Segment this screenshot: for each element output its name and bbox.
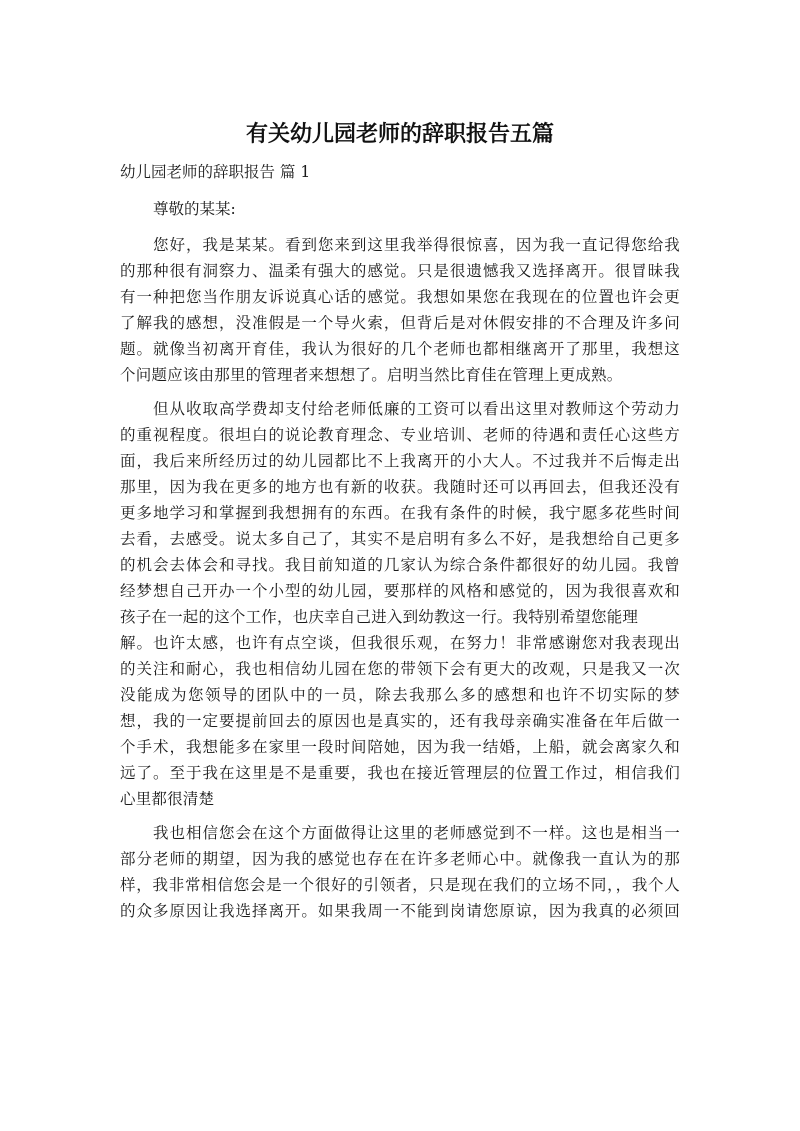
body-line: 个问题应该由那里的管理者来想想了。启明当然比育佳在管理上更成熟。 xyxy=(120,366,623,384)
section-subtitle: 幼儿园老师的辞职报告 篇 1 xyxy=(120,163,311,181)
body-line: 的机会去体会和寻找。我目前知道的几家认为综合条件都很好的幼儿园。我曾 xyxy=(120,556,680,574)
body-line: 孩子在一起的这个工作，也庆幸自己进入到幼教这一行。我特别希望您能理 xyxy=(120,608,639,626)
body-line: 您好，我是某某。看到您来到这里我举得很惊喜，因为我一直记得您给我 xyxy=(153,236,680,254)
document-title: 有关幼儿园老师的辞职报告五篇 xyxy=(245,122,554,147)
salutation: 尊敬的某某: xyxy=(153,200,236,218)
body-line: 那里，因为我在更多的地方也有新的收获。我随时还可以再回去，但我还没有 xyxy=(120,478,680,496)
body-line: 我也相信您会在这个方面做得让这里的老师感觉到不一样。这也是相当一 xyxy=(153,824,680,842)
body-line: 了解我的感想，没准假是一个导火索，但背后是对休假安排的不合理及许多问 xyxy=(120,314,680,332)
body-line: 部分老师的期望，因为我的感觉也存在在许多老师心中。就像我一直认为的那 xyxy=(120,850,680,868)
body-line: 的重视程度。很坦白的说论教育理念、专业培训、老师的待遇和责任心这些方 xyxy=(120,426,680,444)
body-line: 经梦想自己开办一个小型的幼儿园，要那样的风格和感觉的，因为我很喜欢和 xyxy=(120,582,680,600)
body-line: 的那种很有洞察力、温柔有强大的感觉。只是很遗憾我又选择离开。很冒昧我 xyxy=(120,262,680,280)
body-line: 个手术，我想能多在家里一段时间陪她，因为我一结婚，上船，就会离家久和 xyxy=(120,738,680,756)
body-line: 面，我后来所经历过的幼儿园都比不上我离开的小大人。不过我并不后悔走出 xyxy=(120,452,680,470)
body-line: 的众多原因让我选择离开。如果我周一不能到岗请您原谅，因为我真的必须回 xyxy=(120,902,680,920)
body-line: 解。也许太感，也许有点空谈，但我很乐观，在努力！非常感谢您对我表现出 xyxy=(120,634,680,652)
body-line: 但从收取高学费却支付给老师低廉的工资可以看出这里对教师这个劳动力 xyxy=(153,400,680,418)
body-line: 更多地学习和掌握到我想拥有的东西。在我有条件的时候，我宁愿多花些时间 xyxy=(120,504,680,522)
body-line: 题。就像当初离开育佳，我认为很好的几个老师也都相继离开了那里，我想这 xyxy=(120,340,680,358)
body-line: 没能成为您领导的团队中的一员，除去我那么多的感想和也许不切实际的梦 xyxy=(120,686,680,704)
body-line: 的关注和耐心，我也相信幼儿园在您的带领下会有更大的改观，只是我又一次 xyxy=(120,660,680,678)
body-line: 去看，去感受。说太多自己了，其实不是启明有多么不好，是我想给自己更多 xyxy=(120,530,680,548)
body-line: 心里都很清楚 xyxy=(120,790,215,808)
body-line: 想，我的一定要提前回去的原因也是真实的，还有我母亲确实准备在年后做一 xyxy=(120,712,680,730)
body-line: 有一种把您当作朋友诉说真心话的感觉。我想如果您在我现在的位置也许会更 xyxy=(120,288,680,306)
body-line: 样，我非常相信您会是一个很好的引领者，只是现在我们的立场不同，，我个人 xyxy=(120,876,680,894)
body-line: 远了。至于我在这里是不是重要，我也在接近管理层的位置工作过，相信我们 xyxy=(120,764,680,782)
